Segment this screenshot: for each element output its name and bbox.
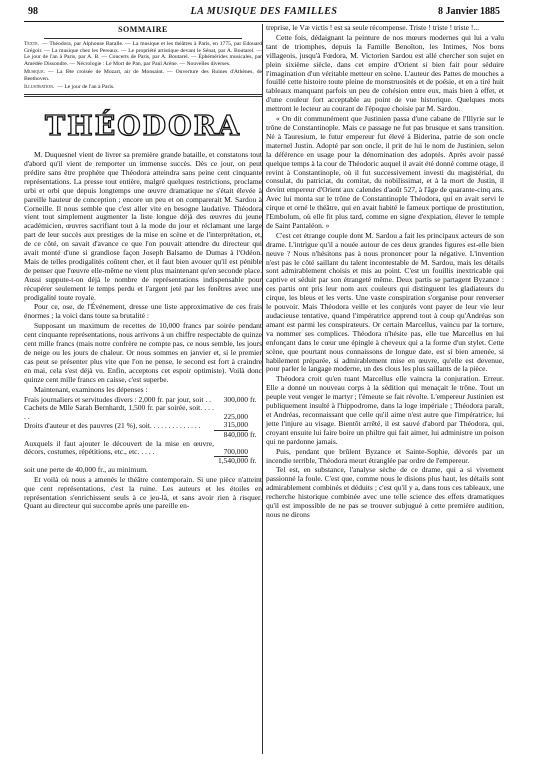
expense-subtotal: 840,000 bbox=[214, 430, 248, 439]
column-divider bbox=[262, 24, 263, 754]
expense-amount: 225,000 bbox=[223, 411, 248, 421]
paragraph: Tel est, en substance, l'analyse sèche de ce drame, qui a si vivement passionné la foule. C'est que, comme nous le disions plus haut, les détails sont admirablement combinés et déduits ; c'est qu'il y a, dans tous ces tableaux, une recherche historique combinée avec une telle science des effets dramatiques qu'il est impossible de ne pas se trouver subjugué à cette première audition, nous ne dirons bbox=[266, 465, 504, 519]
expense-label: Droits d'auteur et des pauvres (21 %), soit. . . . . . . . . . . . . . bbox=[24, 420, 201, 430]
sommaire-text: — Le jour de l'an à Paris. bbox=[57, 84, 115, 91]
expense-unit: fr. bbox=[250, 394, 257, 404]
paragraph: Pour ce, ose, de l'Événement, dresse une liste approximative de ces frais énormes ; la voici dans toute sa brutalité : bbox=[24, 302, 262, 321]
sommaire-text: — La fête croisée de Mozart, air de Monsaint. — Ouverture des Ruines d'Athènes, de Beethoven. bbox=[24, 69, 262, 82]
sommaire-item bbox=[24, 84, 262, 91]
expense-label: Auxquels il faut ajouter le découvert de la mise en œuvre, décors, costumes, répétitions, etc., etc. . . . . bbox=[24, 438, 214, 457]
paragraph: « On dit communément que Justinien passa d'une cabane de l'Illyrie sur le trône de Constantinople. Mais ce passage ne fut pas brusque et sans transition. Né à Tauresium, le futur empereur fut élevé à Biderina, patrie de son oncle maternel Justin. Adopté par son oncle, il prit de lui le nom de Justinien, selon la déférence en usage pour la dénomination des adoptés. Après avoir passé quelque temps à la cour de Théodoric auquel il avait été donné comme otage, il revint à Constantinople, où il fut successivement investi du magistérial, du consulat, du patriciat, du comitat, du nobilissimat, et à la mort de Justin, il devint empereur d'Orient aux calendes d'août 527, à l'âge de quarante-cinq ans. Avec lui monta sur le trône de Constantinople Théodora, qui en avait servi le cirque et orné le théâtre, qui en avait habité le fameux portique de prostitution, l'Embolum, où elle fit plus tard, comme en signe d'expiation, élever le temple de Saint Pantaléon. » bbox=[266, 114, 504, 230]
sommaire-item bbox=[24, 41, 262, 67]
left-column bbox=[24, 24, 262, 754]
paragraph: Maintenant, examinons les dépenses : bbox=[34, 384, 148, 394]
expense-amount: 700,000 bbox=[223, 446, 248, 456]
right-column bbox=[266, 24, 504, 754]
svg-text:THÉODORA: THÉODORA bbox=[44, 111, 242, 143]
expense-amount: 300,000 bbox=[223, 394, 248, 404]
expense-label: Frais journaliers et servitudes divers : 2,000 fr. par jour, soit . . bbox=[24, 394, 211, 404]
article-masthead bbox=[24, 107, 262, 143]
expense-total: 1,540,000 bbox=[214, 457, 248, 466]
table-row bbox=[24, 404, 262, 421]
paragraph: Cette fois, dédaignant la peinture de nos mœurs modernes qui lui a valu tant de triomphes, depuis la Famille Benoîton, les Intimes, Nos bons villageois, jusqu'à Fœdora, M. Victorien Sardou est allé chercher son sujet en plein sixième siècle, dans cet empire d'Orient si bien fait pour séduire l'imagination d'un véritable metteur en scène. L'auteur des Pattes de mouches a fouillé cette histoire toute pleine de monstruosités et de poésie, et en a tiré huit tableaux manquant parfois un peu de cohésion entre eux, mais bien à effet, et d'une couleur fort acceptable au point de vue historique. Quelques mots mettront le lecteur au courant de l'époque choisie par M. Sardou. bbox=[266, 32, 504, 114]
paragraph: M. Duquesnel vient de livrer sa première grande bataille, et constatons tout d'abord qu'il vient de remporter un immense succès. Dès ce jour, on peut prédire sans être prophète que Théodora atteindra sans peine cent cinquante représentations. La presse tout entière, malgré quelques restrictions, proclame urbi et orbi que depuis longtemps une œuvre dramatique ne s'était élevée à pareille hauteur de conception ; encore un peu et on comparerait M. Sardou à Corneille. Il nous semble que c'est aller vite en besogne laudative. Théodora vient tout simplement augmenter la liste longue déjà des œuvres du jeune académicien, œuvres sacrifiant tout à la mode du jour et réclamant une large part de leur succès aux prestiges de la mise en scène et de l'interprétation, et, de ce côté, on savait d'avance ce que l'on pouvait attendre du directeur qui avait monté d'une si grandiose façon Joseph Balsamo de Dumas à l'Odéon. Mais de telles prodigalités coûtent cher, et il faut bien avouer qu'il est pénible de penser que l'œuvre elle-même ne vient plus maintenant qu'en seconde place. Aussi suppute-t-on déjà le nombre de représentations indispensable pour récupérer seulement le temps perdu et l'argent jeté par les fenêtres avec une prodigalité toute royale. bbox=[24, 150, 262, 302]
journal-title: LA MUSIQUE DES FAMILLES bbox=[190, 6, 338, 17]
expense-amount: 315,000 bbox=[223, 420, 248, 430]
expenses-table bbox=[24, 396, 262, 466]
expense-unit: fr. bbox=[250, 429, 257, 439]
paragraph: Et voilà où nous a amenés le théâtre contemporain. Si une pièce n'atteint que cent représentations, c'est la ruine. Les auteurs et les étoiles en représentation s'enrichissent seuls à ce jeu-là, et sans avoir rien à risquer. Quant au directeur qui succombe après une pareille en- bbox=[24, 474, 262, 511]
paragraph: Supposant un maximum de recettes de 10,000 francs par soirée pendant cent cinquante représentations, nous arrivons à un chiffre respectable de quinze cent mille francs (mais notre confrère ne compte pas, ce nous semble, les jours de neige ou les jours de chaleur. Or nous sommes en janvier et, si le premier cas peut se présenter plus vite que l'on ne pense, le second est fort à craindre en mai, cela s'est déjà vu. Enfin, acceptons cet espoir optimiste). Voilà donc quinze cent mille francs en caisse, c'est superbe. bbox=[24, 321, 262, 384]
header-rule bbox=[24, 21, 504, 22]
sommaire-title: SOMMAIRE bbox=[118, 25, 168, 34]
sommaire-label: Illustration. bbox=[24, 84, 55, 91]
expense-unit: fr. bbox=[250, 456, 257, 466]
page-header bbox=[28, 6, 500, 20]
page-number: 98 bbox=[28, 6, 38, 17]
paragraph: soit une perte de 40,000 fr., au minimum. bbox=[24, 464, 148, 474]
sommaire-label: Musique. bbox=[24, 69, 46, 76]
section-rule bbox=[24, 94, 262, 97]
paragraph: C'est cet étrange couple dont M. Sardou a fait les principaux acteurs de son drame. L'intrigue qu'il a nouée autour de ces deux grandes figures est-elle bien neuve ? Nous n'hésitons pas à nous prononcer pour la négative. L'invention n'est pas le côté saillant du talent incontestable de M. Sardou, mais les détails sont admirablement choisis et mis au point. C'est un fouillis inextricable qui captive et séduit par son étrangeté même. Deux partis se partagent Byzance : ces partis ont pris leur nom aux couleurs qui distinguent les gladiateurs du cirque, les bleus et les verts. Une vaste conspiration s'organise pour renverser le pouvoir. Mais Théodora veille et les conjurés vont payer de leur vie leur audacieuse tentative, quand l'impératrice apprend tout à coup qu'Andréas son amant est parmi les conspirateurs. Or certain Marcellus, vaincu par la torture, va nommer ses complices. Théodora n'hésite pas, elle tue Marcellus en lui enfonçant dans le cœur une épingle à cheveux qui a la forme d'un stylet. Cette scène, que pourtant nous connaissons de longue date, est si bien amenée, si habilement préparée, si admirablement mise en œuvre, qu'elle est devenue, pour parler le langage moderne, un des clous les plus saillants de la pièce. bbox=[266, 230, 504, 374]
sommaire-rule bbox=[44, 38, 242, 39]
issue-date: 8 Janvier 1885 bbox=[437, 6, 500, 17]
sommaire-item bbox=[24, 69, 262, 82]
paragraph: treprise, le Væ victis ! est sa seule récompense. Triste ! triste ! triste !... bbox=[266, 23, 479, 32]
masthead-title bbox=[44, 107, 242, 143]
expense-unit bbox=[248, 440, 262, 457]
paragraph: Théodora croit qu'en tuant Marcellus elle vaincra la conjuration. Erreur. Elle a donné un nouveau corps à la sédition qui menaçait le trône. Tout un peuple veut venger le martyr ; l'émeute se fait révolte. L'empereur Justinien est publiquement insulté à l'hippodrome, dans la loge impériale ; Théodora paraît, et Andréas, reconnaissant que celle qu'il aime n'est autre que l'impératrice, lui jette l'injure au visage. Bientôt arrêté, il est sauvé d'abord par Théodora, qui, croyant ensuite lui faire boire un philtre qui fait aimer, lui administre un poison qui ne pardonne jamais. bbox=[266, 374, 504, 446]
table-row bbox=[24, 440, 262, 457]
sommaire-text: — Théodora, par Alphonse Baralle. — La musique et les théâtres à Paris, en 1775, par Edouard Grégoir. — La musique chez les Pereaux. — Le propriété artistique devant le Sénat, par A. Boutarel. — Le jour de l'an à Paris, par A. B. — Concerts de Paris, par A. Boutarel. — Éphémérides musicales, par Amédée Dissondre. — Nécrologie : Le Mort de Pan, par Paul Arène. — Nouvelles diverses. bbox=[24, 40, 262, 67]
expense-label: Cachets de Mlle Sarah Bernhardt, 1,500 fr. par soirée, soit. . . . . . bbox=[24, 403, 214, 421]
expense-unit bbox=[248, 404, 262, 421]
sommaire-label: Texte. bbox=[24, 40, 40, 47]
paragraph: Puis, pendant que brûlent Byzance et Sainte-Sophie, dévorés par un incendie terrible, Théodora meurt étranglée par ordre de l'empereur. bbox=[266, 446, 504, 465]
